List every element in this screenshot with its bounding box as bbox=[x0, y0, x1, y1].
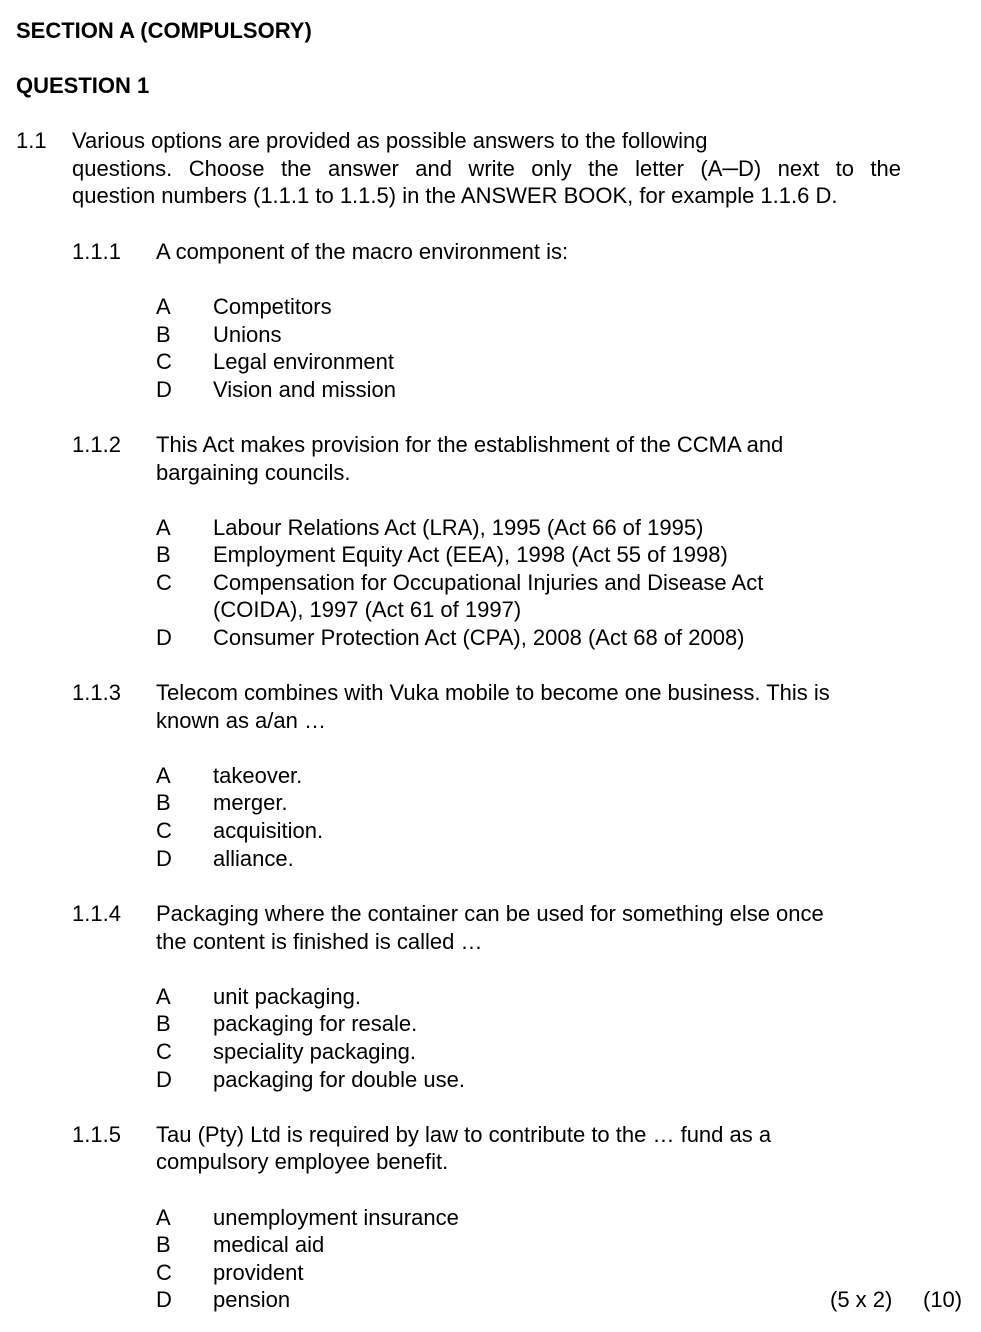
option-text: medical aid bbox=[213, 1232, 325, 1257]
option-text: provident bbox=[213, 1260, 304, 1285]
option-text: Vision and mission bbox=[213, 377, 397, 402]
option-letter: B bbox=[156, 322, 171, 347]
question-stem: known as a/an … bbox=[156, 708, 326, 733]
question-stem: compulsory employee benefit. bbox=[156, 1149, 449, 1174]
question-number: 1.1.3 bbox=[72, 680, 121, 705]
option-letter: D bbox=[156, 625, 172, 650]
section-title: SECTION A (COMPULSORY) bbox=[16, 18, 312, 43]
option-letter: C bbox=[156, 349, 172, 374]
question-number: 1.1.5 bbox=[72, 1122, 121, 1147]
option-letter: C bbox=[156, 570, 172, 595]
option-letter: A bbox=[156, 984, 171, 1009]
question-number-1-1: 1.1 bbox=[16, 128, 47, 153]
option-text: Labour Relations Act (LRA), 1995 (Act 66 of 1995) bbox=[213, 515, 704, 540]
marks-total: (10) bbox=[923, 1287, 963, 1312]
option-text: speciality packaging. bbox=[213, 1039, 417, 1064]
option-text: Consumer Protection Act (CPA), 2008 (Act 68 of 2008) bbox=[213, 625, 745, 650]
option-text: takeover. bbox=[213, 763, 303, 788]
instruction-line-1: Various options are provided as possible answers to the following bbox=[72, 128, 708, 153]
question-stem: A component of the macro environment is: bbox=[156, 239, 569, 264]
instruction-line-3: question numbers (1.1.1 to 1.1.5) in the ANSWER BOOK, for example 1.1.6 D. bbox=[72, 183, 838, 208]
option-letter: A bbox=[156, 763, 171, 788]
question-number: 1.1.4 bbox=[72, 901, 121, 926]
instruction-line-2: questions. Choose the answer and write only the letter (A─D) next to the bbox=[72, 156, 901, 181]
question-number: 1.1.1 bbox=[72, 239, 121, 264]
option-text: acquisition. bbox=[213, 818, 324, 843]
option-text: unit packaging. bbox=[213, 984, 361, 1009]
option-text: unemployment insurance bbox=[213, 1205, 459, 1230]
option-letter: A bbox=[156, 1205, 171, 1230]
option-letter: D bbox=[156, 377, 172, 402]
option-text: merger. bbox=[213, 790, 288, 815]
option-letter: C bbox=[156, 1260, 172, 1285]
option-text: Competitors bbox=[213, 294, 332, 319]
option-letter: A bbox=[156, 294, 171, 319]
option-letter: B bbox=[156, 790, 171, 815]
option-letter: C bbox=[156, 1039, 172, 1064]
option-letter: C bbox=[156, 818, 172, 843]
option-letter: D bbox=[156, 1287, 172, 1312]
option-text: pension bbox=[213, 1287, 291, 1312]
option-letter: A bbox=[156, 515, 171, 540]
marks-breakdown: (5 x 2) bbox=[830, 1287, 893, 1312]
question-stem: Telecom combines with Vuka mobile to become one business. This is bbox=[156, 680, 830, 705]
option-letter: D bbox=[156, 1067, 172, 1092]
question-stem: This Act makes provision for the establishment of the CCMA and bbox=[156, 432, 784, 457]
question-stem: bargaining councils. bbox=[156, 460, 351, 485]
question-stem: the content is finished is called … bbox=[156, 929, 483, 954]
question-stem: Tau (Pty) Ltd is required by law to contribute to the … fund as a bbox=[156, 1122, 772, 1147]
option-text: alliance. bbox=[213, 846, 294, 871]
question-number: 1.1.2 bbox=[72, 432, 121, 457]
option-text: Legal environment bbox=[213, 349, 395, 374]
option-letter: B bbox=[156, 1011, 171, 1036]
option-letter: B bbox=[156, 542, 171, 567]
option-text: Employment Equity Act (EEA), 1998 (Act 55 of 1998) bbox=[213, 542, 728, 567]
option-letter: B bbox=[156, 1232, 171, 1257]
question-stem: Packaging where the container can be used for something else once bbox=[156, 901, 824, 926]
option-text: (COIDA), 1997 (Act 61 of 1997) bbox=[213, 597, 522, 622]
option-text: packaging for resale. bbox=[213, 1011, 418, 1036]
question-title: QUESTION 1 bbox=[16, 73, 150, 98]
option-text: packaging for double use. bbox=[213, 1067, 465, 1092]
option-text: Compensation for Occupational Injuries and Disease Act bbox=[213, 570, 764, 595]
option-text: Unions bbox=[213, 322, 282, 347]
option-letter: D bbox=[156, 846, 172, 871]
